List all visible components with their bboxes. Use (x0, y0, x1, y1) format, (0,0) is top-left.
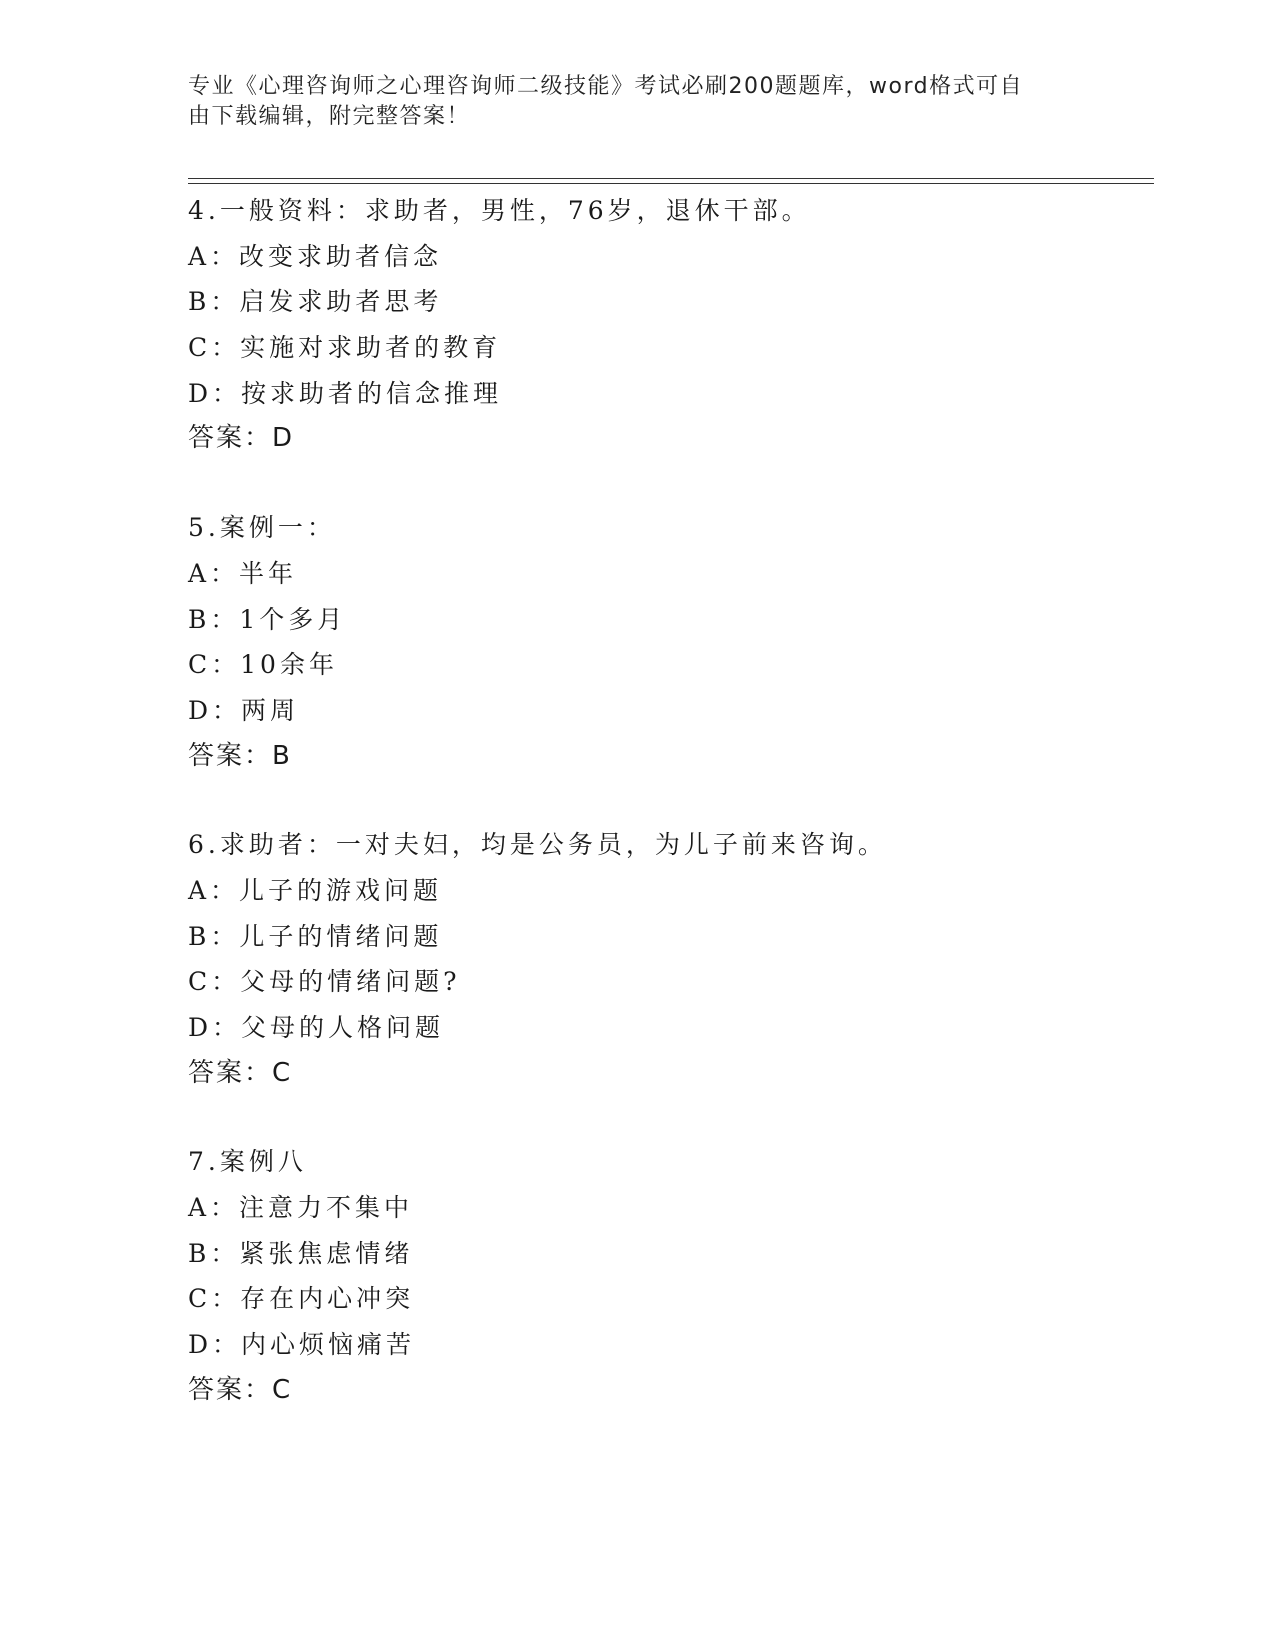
option-c: C：存在内心冲突 (188, 1284, 415, 1314)
option-b: B：儿子的情绪问题 (188, 921, 443, 951)
question-stem: 7.案例八 (188, 1147, 307, 1177)
question-4 (188, 188, 1148, 462)
option-a: A：改变求助者信念 (188, 241, 443, 271)
header-divider-top (188, 178, 1154, 179)
option-b: B：1个多月 (188, 604, 347, 634)
option-d: D：两周 (188, 695, 300, 725)
option-b: B：启发求助者思考 (188, 287, 443, 317)
question-stem: 5.案例一： (188, 513, 336, 543)
answer-line: 答案：C (188, 1374, 293, 1405)
option-d: D：按求助者的信念推理 (188, 378, 503, 408)
option-d: D：内心烦恼痛苦 (188, 1330, 416, 1360)
header-divider-bottom (188, 183, 1154, 184)
question-7 (188, 1139, 1148, 1413)
question-stem: 6.求助者：一对夫妇，均是公务员，为儿子前来咨询。 (188, 830, 887, 860)
question-5 (188, 505, 1148, 779)
option-c: C：实施对求助者的教育 (188, 333, 502, 363)
question-list (188, 188, 1148, 1457)
option-a: A：儿子的游戏问题 (188, 875, 443, 905)
header-line-2: 由下载编辑，附完整答案！ (188, 104, 471, 129)
option-c: C：父母的情绪问题? (188, 967, 461, 997)
question-6 (188, 822, 1148, 1096)
option-a: A：注意力不集中 (188, 1193, 414, 1223)
option-c: C：10余年 (188, 650, 338, 680)
answer-line: 答案：C (188, 1057, 293, 1088)
header-line-1: 专业《心理咨询师之心理咨询师二级技能》考试必刷200题题库，word格式可自 (188, 74, 1024, 99)
option-b: B：紧张焦虑情绪 (188, 1238, 414, 1268)
document-header (188, 72, 1068, 132)
option-a: A：半年 (188, 558, 298, 588)
answer-line: 答案：B (188, 740, 292, 771)
answer-line: 答案：D (188, 423, 295, 454)
option-d: D：父母的人格问题 (188, 1013, 445, 1042)
question-stem: 4.一般资料：求助者，男性，76岁，退休干部。 (188, 196, 811, 225)
